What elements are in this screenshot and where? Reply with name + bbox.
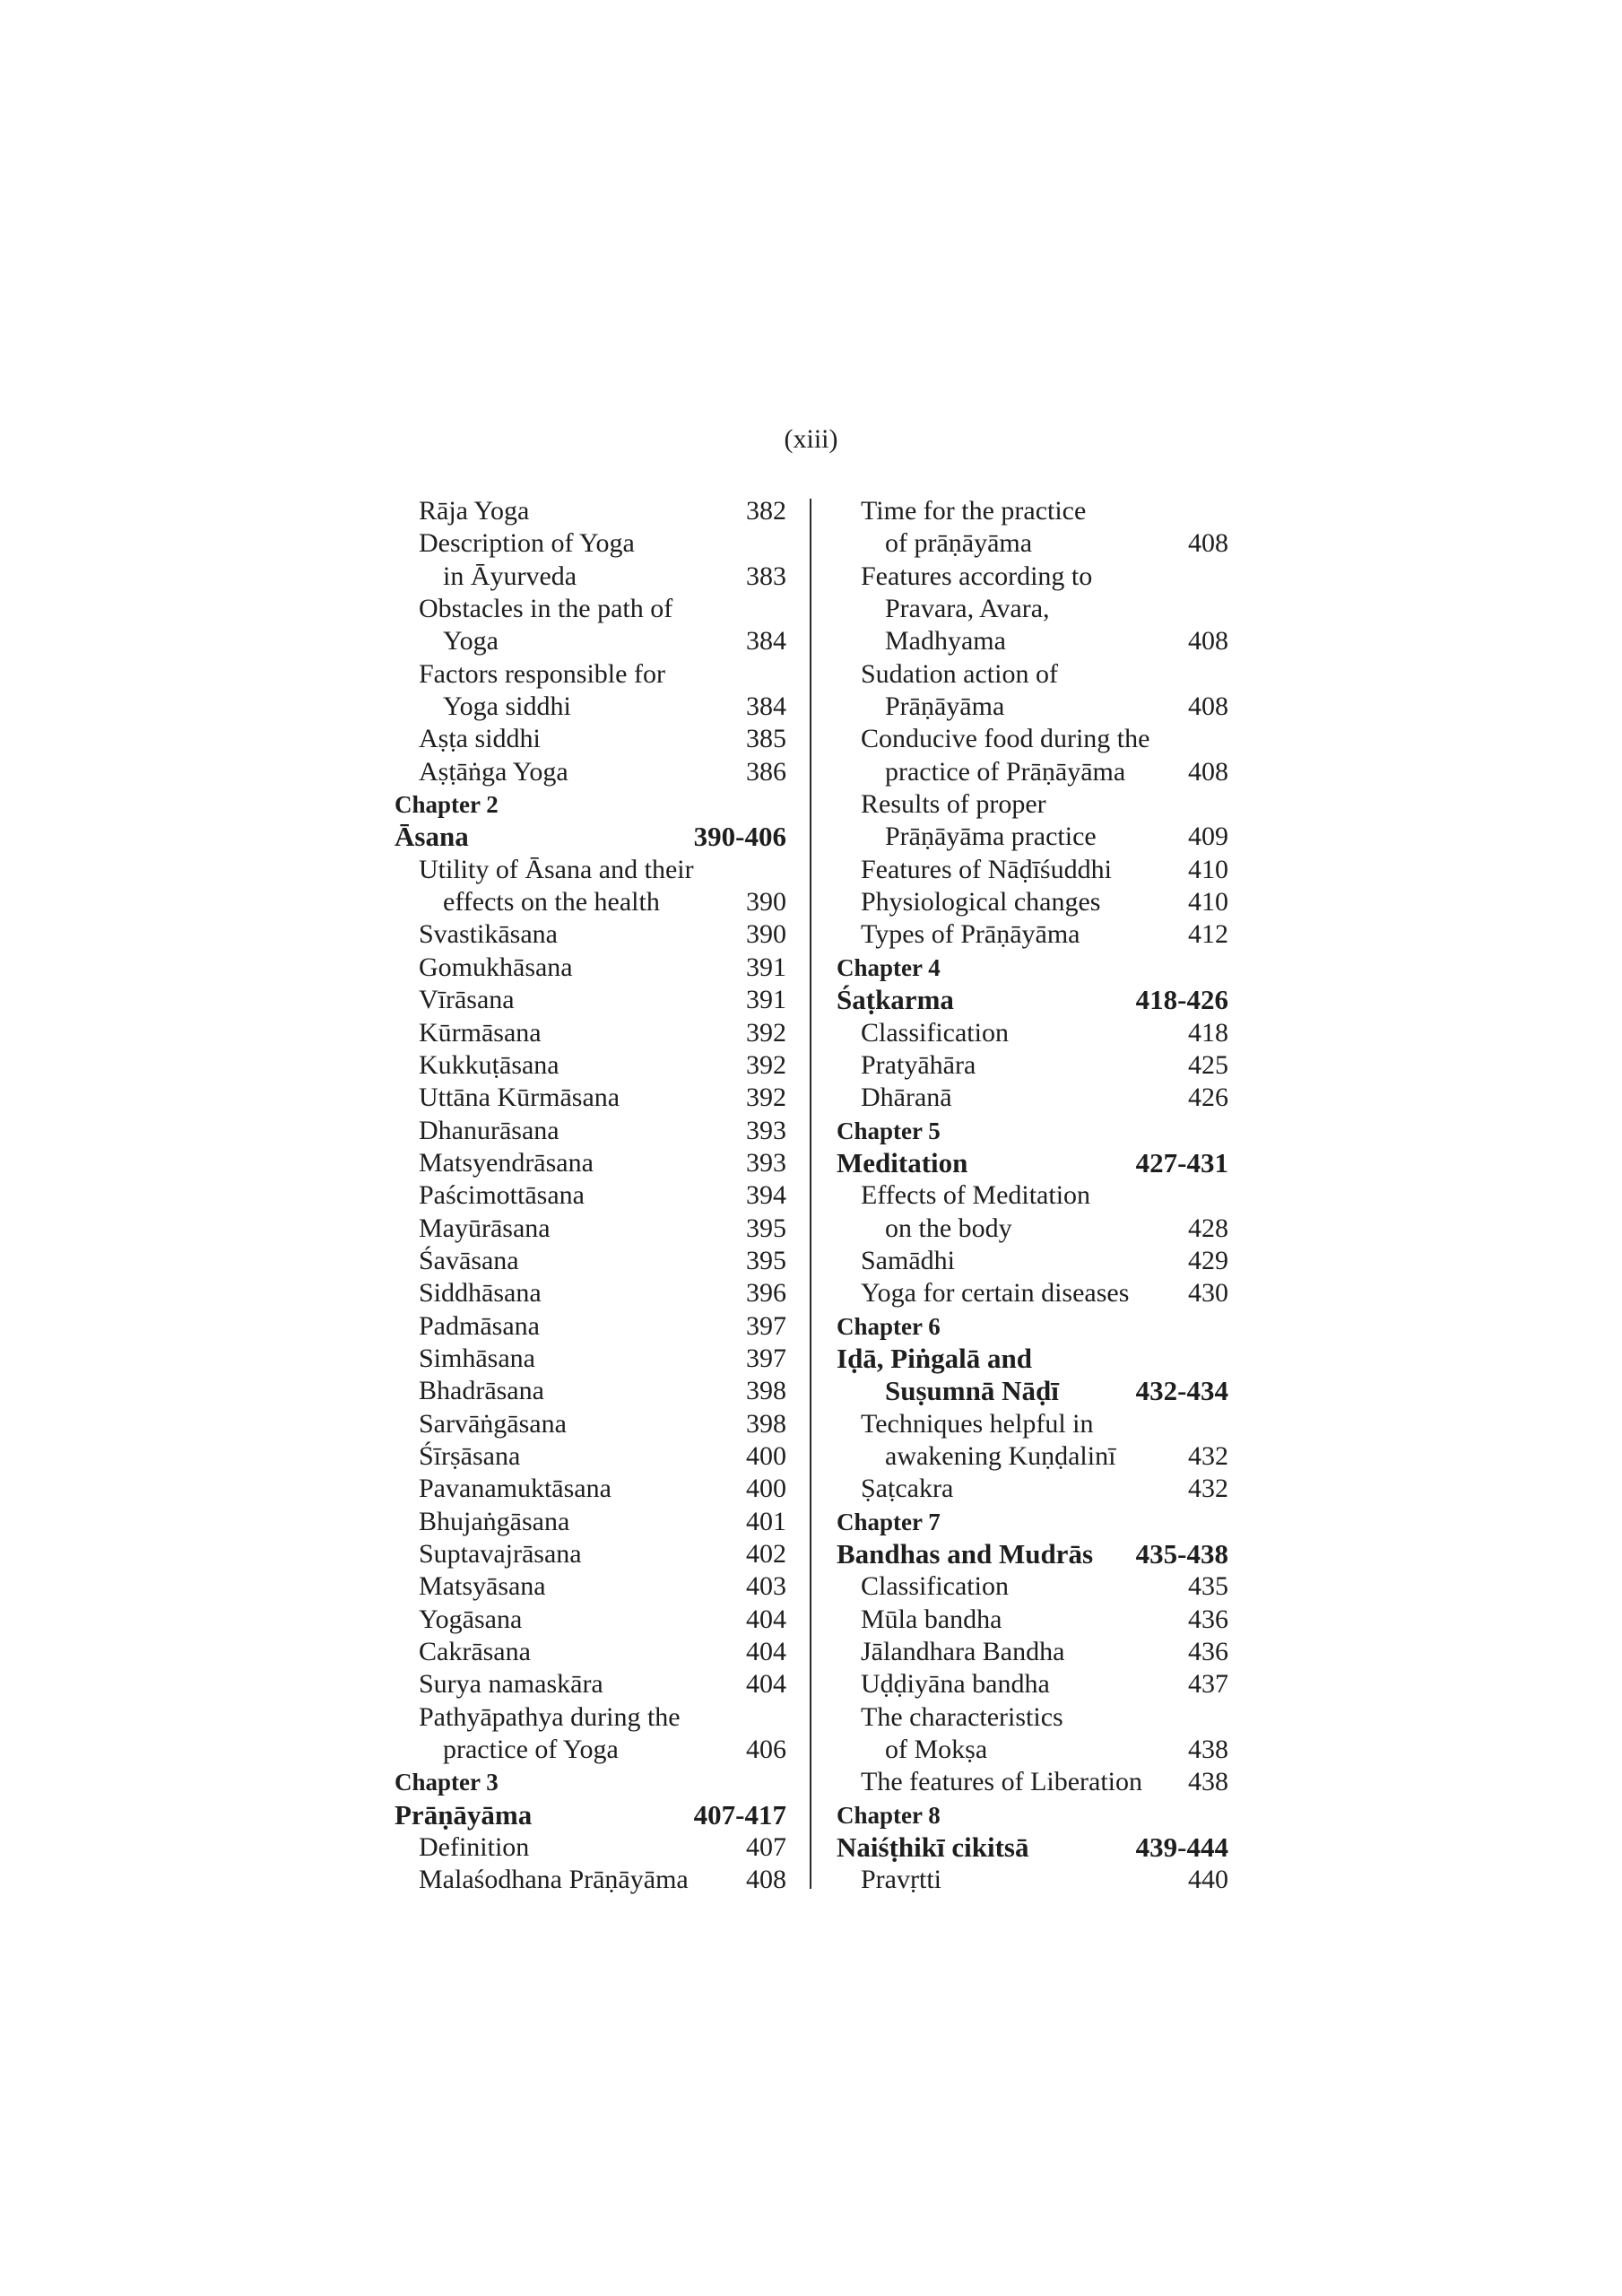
page-ref: 410 — [1188, 887, 1228, 918]
page-ref: 394 — [746, 1180, 786, 1211]
chapter-title-entry — [837, 984, 1228, 1016]
page-ref: 410 — [1188, 854, 1228, 884]
toc-entry — [837, 1245, 1228, 1277]
page-ref: 407-417 — [693, 1798, 786, 1831]
page-ref: 384 — [746, 691, 786, 722]
toc-entry — [395, 918, 786, 951]
chapter-title-entry — [837, 1831, 1228, 1864]
entry-text: Simhāsana — [419, 1343, 535, 1373]
page-ref: 382 — [746, 496, 786, 526]
entry-text: of Mokṣa — [885, 1735, 988, 1765]
heading-text: Chapter 7 — [837, 1508, 941, 1535]
entry-text: Sarvāṅgāsana — [419, 1408, 567, 1439]
heading-text: Chapter 2 — [395, 791, 499, 819]
toc-entry — [837, 1440, 1228, 1473]
toc-entry — [837, 691, 1228, 723]
page-ref: 439-444 — [1135, 1831, 1228, 1864]
toc-entry — [395, 1310, 786, 1343]
toc-entry — [395, 756, 786, 788]
page-ref: 407 — [746, 1832, 786, 1863]
chapter-label — [837, 952, 1228, 984]
page-ref: 393 — [746, 1147, 786, 1178]
page-ref: 418-426 — [1135, 984, 1228, 1016]
toc-entry — [395, 1408, 786, 1440]
page-ref: 404 — [746, 1637, 786, 1667]
toc-entry — [837, 1734, 1228, 1766]
entry-text: Suptavajrāsana — [419, 1539, 582, 1569]
toc-entry — [837, 1408, 1228, 1440]
chapter-label — [395, 788, 786, 821]
entry-text: Samādhi — [861, 1245, 955, 1275]
entry-text: Paścimottāsana — [419, 1180, 585, 1211]
page-ref: 404 — [746, 1669, 786, 1700]
entry-text: Effects of Meditation — [861, 1180, 1091, 1211]
entry-text: Madhyama — [885, 626, 1006, 657]
page-ref: 432 — [1188, 1440, 1228, 1471]
chapter-label — [837, 1506, 1228, 1538]
page-ref: 408 — [1188, 691, 1228, 722]
toc-entry — [395, 723, 786, 755]
toc-entry — [837, 886, 1228, 918]
entry-text: Matsyāsana — [419, 1571, 546, 1602]
entry-text: Uttāna Kūrmāsana — [419, 1083, 620, 1113]
toc-entry — [395, 625, 786, 657]
heading-text: Chapter 8 — [837, 1801, 941, 1829]
entry-text: effects on the health — [443, 887, 660, 918]
page-ref: 430 — [1188, 1278, 1228, 1309]
entry-text: Features according to — [861, 561, 1093, 591]
toc-left-column — [395, 495, 786, 1897]
entry-text: Dhanurāsana — [419, 1115, 559, 1145]
heading-text: Bandhas and Mudrās — [837, 1538, 1094, 1570]
page-ref: 404 — [746, 1604, 786, 1634]
page-ref: 391 — [746, 952, 786, 982]
entry-text: Siddhāsana — [419, 1278, 542, 1309]
entry-text: Mayūrāsana — [419, 1213, 551, 1243]
toc-entry — [837, 1636, 1228, 1668]
page-ref: 432-434 — [1135, 1375, 1228, 1407]
column-divider — [810, 499, 811, 1889]
page-ref: 395 — [746, 1213, 786, 1243]
toc-entry — [395, 1277, 786, 1309]
toc-entry — [395, 1864, 786, 1896]
page-ref: 400 — [746, 1440, 786, 1471]
entry-text: Utility of Āsana and their — [419, 854, 694, 884]
page-ref: 440 — [1188, 1865, 1228, 1895]
page-ref: 437 — [1188, 1669, 1228, 1700]
entry-text: Techniques helpful in — [861, 1408, 1094, 1439]
entry-text: awakening Kuṇḍalinī — [885, 1440, 1116, 1471]
entry-text: Pratyāhāra — [861, 1049, 976, 1080]
toc-entry — [837, 495, 1228, 527]
page-ref: 436 — [1188, 1637, 1228, 1667]
page-ref: 427-431 — [1135, 1146, 1228, 1178]
toc-entry — [395, 1082, 786, 1114]
chapter-title-entry — [837, 1538, 1228, 1570]
toc-entry — [395, 1570, 786, 1603]
heading-text: Chapter 6 — [837, 1312, 941, 1340]
page-ref: 390-406 — [693, 821, 786, 853]
entry-text: Pathyāpathya during the — [419, 1701, 681, 1732]
page-ref: 393 — [746, 1115, 786, 1145]
toc-entry — [395, 593, 786, 625]
page-ref: 409 — [1188, 822, 1228, 852]
toc-entry — [395, 1147, 786, 1179]
page-ref: 428 — [1188, 1213, 1228, 1243]
entry-text: The characteristics — [861, 1701, 1063, 1732]
entry-text: Svastikāsana — [419, 919, 558, 950]
entry-text: Aṣṭāṅga Yoga — [419, 756, 568, 787]
toc-entry — [395, 1245, 786, 1277]
page-ref: 384 — [746, 626, 786, 657]
entry-text: Matsyendrāsana — [419, 1147, 594, 1178]
entry-text: Physiological changes — [861, 887, 1101, 918]
entry-text: Yoga — [443, 626, 499, 657]
chapter-title-entry — [395, 1799, 786, 1831]
toc-entry — [837, 918, 1228, 951]
toc-entry — [837, 821, 1228, 853]
entry-text: Conducive food during the — [861, 724, 1150, 754]
entry-text: Yogāsana — [419, 1604, 523, 1634]
page-ref: 397 — [746, 1310, 786, 1341]
chapter-title-entry — [837, 1375, 1228, 1407]
chapter-label — [837, 1115, 1228, 1147]
page-ref: 412 — [1188, 919, 1228, 950]
entry-text: Time for the practice — [861, 496, 1087, 526]
entry-text: Jālandhara Bandha — [861, 1637, 1065, 1667]
entry-text: practice of Prāṇāyāma — [885, 756, 1126, 787]
entry-text: The features of Liberation — [861, 1767, 1143, 1797]
toc-entry — [395, 1831, 786, 1864]
heading-text: Chapter 3 — [395, 1769, 499, 1796]
entry-text: Aṣṭa siddhi — [419, 724, 541, 754]
page-ref: 408 — [1188, 756, 1228, 787]
chapter-title-entry — [837, 1147, 1228, 1179]
heading-text: Meditation — [837, 1146, 968, 1178]
entry-text: Yoga for certain diseases — [861, 1278, 1130, 1309]
page-ref: 395 — [746, 1245, 786, 1275]
entry-text: Gomukhāsana — [419, 952, 573, 982]
chapter-title-entry — [395, 821, 786, 853]
toc-entry — [395, 886, 786, 918]
chapter-label — [837, 1310, 1228, 1343]
page-ref: 436 — [1188, 1604, 1228, 1634]
entry-text: Sudation action of — [861, 658, 1058, 689]
toc-entry — [395, 1343, 786, 1375]
entry-text: Vīrāsana — [419, 985, 515, 1015]
heading-text: Śaṭkarma — [837, 984, 954, 1016]
page-ref: 383 — [746, 561, 786, 591]
page-ref: 403 — [746, 1571, 786, 1602]
page-ref: 392 — [746, 1049, 786, 1080]
toc-entry — [395, 1506, 786, 1538]
toc-entry — [395, 1115, 786, 1147]
entry-text: Pavanamuktāsana — [419, 1474, 612, 1504]
entry-text: Uḍḍiyāna bandha — [861, 1669, 1050, 1700]
entry-text: Yoga siddhi — [443, 691, 571, 722]
entry-text: on the body — [885, 1213, 1012, 1243]
page-ref: 385 — [746, 724, 786, 754]
page-ref: 392 — [746, 1083, 786, 1113]
entry-text: Results of proper — [861, 789, 1046, 820]
page-ref: 438 — [1188, 1735, 1228, 1765]
toc-entry — [837, 1179, 1228, 1212]
toc-entry — [837, 561, 1228, 593]
page-ref: 429 — [1188, 1245, 1228, 1275]
toc-entry — [395, 527, 786, 560]
page-number: (xiii) — [784, 424, 838, 454]
entry-text: Prāṇāyāma practice — [885, 822, 1097, 852]
toc-entry — [395, 1668, 786, 1700]
toc-entry — [837, 593, 1228, 625]
page-ref: 391 — [746, 985, 786, 1015]
page-ref: 396 — [746, 1278, 786, 1309]
entry-text: in Āyurveda — [443, 561, 577, 591]
chapter-label — [395, 1766, 786, 1798]
entry-text: Definition — [419, 1832, 530, 1863]
page-ref: 398 — [746, 1408, 786, 1439]
heading-text: Chapter 5 — [837, 1117, 941, 1144]
entry-text: Classification — [861, 1571, 1009, 1602]
page-ref: 425 — [1188, 1049, 1228, 1080]
entry-text: Classification — [861, 1017, 1009, 1048]
page-ref: 406 — [746, 1735, 786, 1765]
page-ref: 390 — [746, 887, 786, 918]
toc-entry — [395, 854, 786, 886]
entry-text: Śīrṣāsana — [419, 1440, 521, 1471]
entry-text: Cakrāsana — [419, 1637, 531, 1667]
chapter-title-entry — [837, 1343, 1228, 1375]
page-ref: 432 — [1188, 1474, 1228, 1504]
toc-entry — [837, 1570, 1228, 1603]
toc-entry — [395, 1473, 786, 1505]
entry-text: Features of Nāḍīśuddhi — [861, 854, 1112, 884]
entry-text: Types of Prāṇāyāma — [861, 919, 1080, 950]
heading-text: Naiśṭhikī cikitsā — [837, 1831, 1029, 1864]
entry-text: Śavāsana — [419, 1245, 519, 1275]
page-ref: 392 — [746, 1017, 786, 1048]
toc-entry — [395, 952, 786, 984]
toc-entry — [837, 788, 1228, 821]
entry-text: practice of Yoga — [443, 1735, 619, 1765]
toc-right-column — [837, 495, 1228, 1897]
toc-entry — [837, 1213, 1228, 1245]
toc-entry — [837, 1604, 1228, 1636]
entry-text: Mūla bandha — [861, 1604, 1002, 1634]
toc-entry — [837, 658, 1228, 691]
page-ref: 435-438 — [1135, 1538, 1228, 1570]
chapter-label — [837, 1799, 1228, 1831]
entry-text: Bhujaṅgāsana — [419, 1506, 570, 1536]
toc-entry — [837, 1701, 1228, 1734]
entry-text: Kukkuṭāsana — [419, 1049, 559, 1080]
entry-text: Pravṛtti — [861, 1865, 941, 1895]
toc-entry — [837, 1473, 1228, 1505]
heading-text: Prāṇāyāma — [395, 1798, 533, 1831]
entry-text: Malaśodhana Prāṇāyāma — [419, 1865, 689, 1895]
page-ref: 408 — [746, 1865, 786, 1895]
page-ref: 408 — [1188, 626, 1228, 657]
entry-text: Ṣaṭcakra — [861, 1474, 954, 1504]
heading-text: Āsana — [395, 821, 469, 853]
entry-text: Surya namaskāra — [419, 1669, 603, 1700]
page-ref: 397 — [746, 1343, 786, 1373]
toc-entry — [837, 527, 1228, 560]
toc-entry — [837, 1864, 1228, 1896]
toc-entry — [837, 1017, 1228, 1049]
page-ref: 435 — [1188, 1571, 1228, 1602]
heading-text: Chapter 4 — [837, 953, 941, 981]
toc-entry — [395, 1734, 786, 1766]
toc-entry — [837, 1277, 1228, 1309]
toc-entry — [837, 1082, 1228, 1114]
page-ref: 418 — [1188, 1017, 1228, 1048]
entry-text: Prāṇāyāma — [885, 691, 1005, 722]
toc-entry — [395, 1213, 786, 1245]
entry-text: Rāja Yoga — [419, 496, 530, 526]
heading-text: Iḍā, Piṅgalā and — [837, 1342, 1032, 1374]
entry-text: Bhadrāsana — [419, 1376, 544, 1406]
page-ref: 400 — [746, 1474, 786, 1504]
toc-entry — [395, 1604, 786, 1636]
toc-entry — [837, 1766, 1228, 1798]
page-ref: 402 — [746, 1539, 786, 1569]
page-ref: 426 — [1188, 1083, 1228, 1113]
toc-entry — [395, 1701, 786, 1734]
page-ref: 401 — [746, 1506, 786, 1536]
toc-entry — [395, 495, 786, 527]
heading-text: Suṣumnā Nāḍī — [885, 1375, 1059, 1407]
entry-text: Padmāsana — [419, 1310, 540, 1341]
toc-entry — [837, 1668, 1228, 1700]
entry-text: Description of Yoga — [419, 528, 635, 559]
entry-text: of prāṇāyāma — [885, 528, 1033, 559]
toc-entry — [395, 1017, 786, 1049]
toc-entry — [395, 1049, 786, 1082]
toc-entry — [395, 984, 786, 1016]
entry-text: Factors responsible for — [419, 658, 665, 689]
page-ref: 438 — [1188, 1767, 1228, 1797]
entry-text: Dhāranā — [861, 1083, 952, 1113]
toc-entry — [837, 854, 1228, 886]
toc-entry — [395, 1636, 786, 1668]
page-ref: 386 — [746, 756, 786, 787]
toc-entry — [837, 625, 1228, 657]
toc-entry — [395, 658, 786, 691]
toc-entry — [395, 1179, 786, 1212]
page-ref: 398 — [746, 1376, 786, 1406]
toc-entry — [395, 561, 786, 593]
toc-entry — [837, 723, 1228, 755]
toc-entry — [395, 1440, 786, 1473]
entry-text: Kūrmāsana — [419, 1017, 542, 1048]
toc-entry — [395, 691, 786, 723]
toc-entry — [837, 1049, 1228, 1082]
page-ref: 390 — [746, 919, 786, 950]
page-ref: 408 — [1188, 528, 1228, 559]
toc-entry — [395, 1375, 786, 1407]
toc-entry — [837, 756, 1228, 788]
entry-text: Pravara, Avara, — [885, 594, 1050, 624]
toc-entry — [395, 1538, 786, 1570]
entry-text: Obstacles in the path of — [419, 594, 673, 624]
